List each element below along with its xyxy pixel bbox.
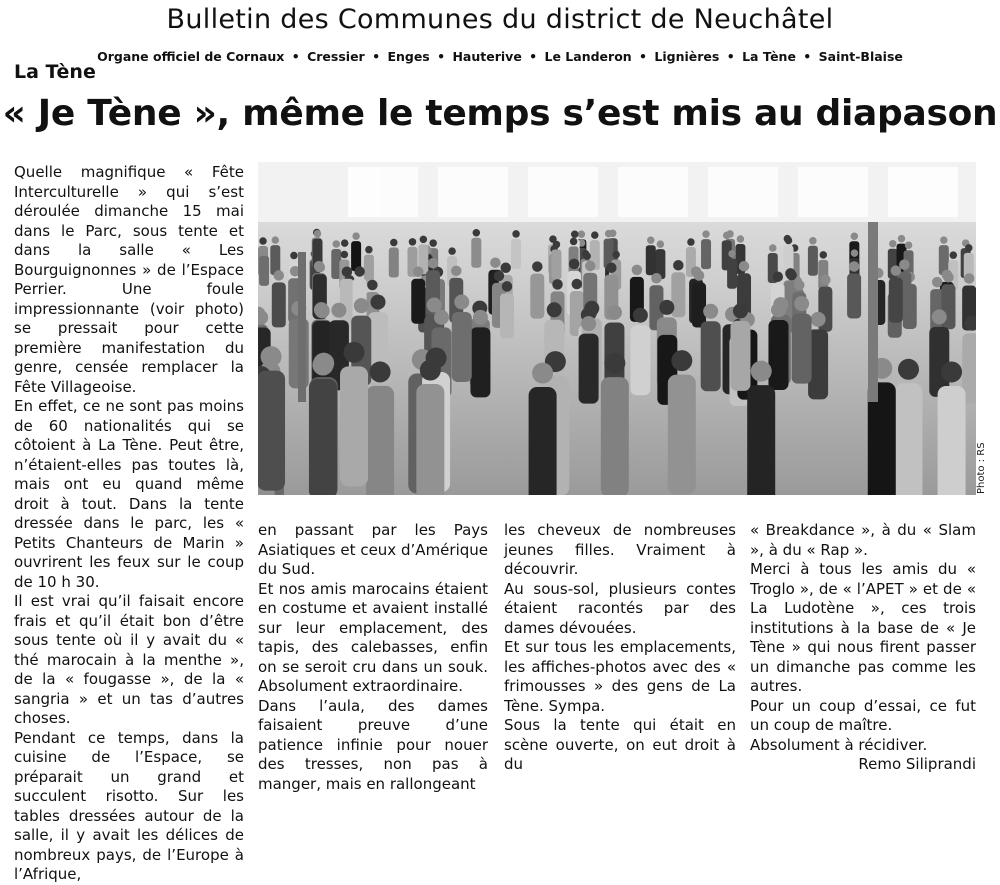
person-head	[371, 295, 386, 310]
person-head	[454, 295, 469, 310]
person-body	[727, 259, 737, 289]
person-head	[728, 250, 736, 258]
person-body	[938, 386, 966, 495]
person-head	[898, 235, 906, 243]
person-head	[606, 262, 617, 273]
paragraph: En effet, ce ne sont pas moins de 60 nationalités qui se côtoient à La Tène. Peut être, n’étaient-elles pas toutes là, mais ont eu quand même droit à tout. Dans la tente dressée dans le parc, les « Petits Chanteurs de Marin » ouvrirent les feux sur le coup de 10 h 30.	[14, 397, 244, 591]
person-head	[473, 229, 481, 237]
person-head	[434, 310, 449, 325]
person-head	[849, 261, 860, 272]
person-body	[808, 246, 818, 276]
person-head	[370, 361, 391, 382]
person-head	[647, 237, 655, 245]
person-head	[315, 303, 330, 318]
person-head	[605, 230, 613, 238]
person-head	[569, 259, 580, 270]
person-body	[340, 366, 368, 486]
person-head	[314, 230, 322, 238]
person-head	[739, 261, 750, 272]
person-head	[259, 237, 267, 245]
person-head	[290, 252, 298, 260]
commune-name: La Tène	[742, 49, 796, 64]
person-body	[416, 384, 444, 495]
person-body	[701, 239, 711, 269]
person-head	[657, 240, 665, 248]
person-head	[272, 236, 280, 244]
person-body	[847, 273, 861, 318]
person-head	[274, 270, 285, 281]
person-head	[771, 302, 786, 317]
person-head	[312, 354, 333, 375]
person-head	[532, 261, 543, 272]
person-head	[428, 258, 439, 269]
person-head	[898, 359, 919, 380]
person-body	[411, 279, 425, 324]
person-body	[309, 379, 337, 495]
paragraph: Au sous-sol, plusieurs contes étaient racontés par des dames dévouées.	[504, 579, 736, 637]
person-body	[511, 239, 521, 269]
person-head	[584, 301, 599, 316]
person-head	[367, 280, 378, 291]
person-head	[673, 260, 684, 271]
paragraph: Et nos amis marocains étaient en costume et avaient installé sur leur emplacement, des tapis, des calebasses, enfin on se seroit cru dans un souk. Absolument extraordinaire.	[258, 579, 488, 695]
person-head	[659, 300, 674, 315]
person-head	[500, 263, 511, 274]
person-body	[747, 385, 775, 495]
person-head	[490, 257, 501, 268]
person-head	[572, 279, 583, 290]
official-organ-line	[0, 49, 1000, 64]
photo-credit: Photo : RS	[976, 442, 987, 494]
person-head	[633, 308, 648, 323]
person-head	[578, 231, 586, 239]
person-body	[792, 314, 812, 384]
person-head	[354, 266, 365, 277]
person-head	[702, 230, 710, 238]
person-head	[769, 244, 777, 252]
person-head	[851, 232, 859, 240]
person-body	[529, 387, 557, 495]
person-head	[333, 240, 341, 248]
person-head	[607, 305, 622, 320]
article-column-4	[750, 521, 976, 775]
person-body	[768, 320, 788, 390]
person-head	[751, 361, 772, 382]
article-column-1	[14, 163, 244, 885]
author-signature: Remo Siliprandi	[858, 755, 976, 773]
person-head	[932, 277, 943, 288]
person-head	[943, 272, 954, 283]
section-rubric: La Tène	[14, 61, 96, 83]
bullet-separator: •	[529, 49, 538, 64]
person-head	[591, 231, 599, 239]
paragraph: « Breakdance », à du « Slam », à du « Rap ».	[750, 521, 976, 559]
person-body	[668, 375, 696, 495]
person-head	[571, 230, 579, 238]
paragraph: Il est vrai qu’il faisait encore frais et qu’il était bon d’être sous tente où il y avait du « thé marocain à la menthe », de la « fougasse », de la « sangria » et un tas d’autres choses.	[14, 592, 244, 727]
person-head	[612, 251, 620, 258]
person-head	[964, 273, 975, 284]
article-headline: « Je Tène », même le temps s’est mis au diapason	[2, 93, 998, 134]
person-head	[341, 239, 349, 247]
person-head	[965, 244, 973, 252]
bullet-separator: •	[291, 49, 300, 64]
commune-name: Hauterive	[452, 49, 522, 64]
commune-name: Cressier	[307, 49, 365, 64]
commune-name: Saint-Blaise	[818, 49, 903, 64]
person-body	[889, 278, 903, 323]
person-head	[502, 281, 513, 292]
paragraph: les cheveux de nombreuses jeunes filles. Vraiment à découvrir.	[504, 521, 736, 578]
person-head	[703, 304, 718, 319]
person-head	[583, 252, 591, 260]
person-head	[889, 240, 897, 248]
person-head	[420, 360, 441, 381]
person-head	[950, 251, 958, 259]
person-body	[470, 327, 490, 397]
person-head	[737, 235, 745, 243]
bullet-separator: •	[372, 49, 381, 64]
person-head	[794, 280, 805, 291]
bullet-separator: •	[437, 49, 446, 64]
person-head	[660, 317, 675, 332]
person-head	[786, 270, 797, 281]
person-head	[553, 241, 561, 249]
commune-name: Cornaux	[226, 49, 285, 64]
person-head	[899, 259, 910, 270]
article-column-3	[504, 521, 736, 775]
person-head	[390, 239, 398, 247]
paragraph: Absolument à récidiver.	[750, 735, 928, 754]
person-head	[341, 251, 349, 259]
commune-name: Le Landeron	[544, 49, 632, 64]
person-head	[342, 267, 353, 278]
person-head	[365, 246, 373, 254]
person-head	[773, 271, 784, 282]
person-body	[701, 321, 721, 391]
person-body	[601, 377, 629, 495]
person-head	[723, 232, 731, 240]
person-head	[473, 310, 488, 325]
person-head	[632, 265, 643, 276]
person-body	[530, 274, 544, 319]
person-head	[809, 237, 817, 245]
person-head	[820, 251, 828, 259]
paragraph: Sous la tente qui était en scène ouverte, on eut droit à du	[504, 716, 736, 773]
person-body	[730, 321, 750, 391]
person-head	[494, 271, 505, 282]
person-body	[692, 283, 706, 328]
person-head	[352, 232, 360, 240]
article-column-2	[258, 521, 488, 794]
person-head	[448, 247, 456, 255]
person-head	[512, 230, 520, 238]
person-head	[451, 266, 462, 277]
bullet-separator: •	[726, 49, 735, 64]
person-head	[687, 238, 695, 246]
person-head	[547, 302, 562, 317]
person-head	[429, 239, 437, 247]
paragraph: Pour un coup d’essai, ce fut un coup de maître.	[750, 696, 976, 734]
person-head	[851, 249, 859, 256]
person-head	[354, 298, 369, 313]
person-head	[671, 350, 692, 371]
person-body	[646, 245, 656, 275]
person-head	[733, 303, 748, 318]
paragraph: Dans l’aula, des dames faisaient preuve d’une patience infinie pour nouer des tresses, non pas à manger, mais en rallongeant	[258, 696, 488, 793]
person-head	[820, 274, 831, 285]
person-head	[651, 273, 662, 284]
person-body	[471, 238, 481, 268]
person-head	[891, 265, 902, 276]
person-head	[905, 241, 913, 249]
person-body	[500, 293, 514, 338]
person-body	[258, 371, 285, 491]
person-head	[940, 236, 948, 244]
bullet-separator: •	[639, 49, 648, 64]
organ-prefix: Organe officiel de	[97, 49, 222, 64]
person-head	[694, 270, 705, 281]
commune-name: Enges	[387, 49, 430, 64]
masthead: Bulletin des Communes du district de Neuchâtel	[166, 4, 834, 35]
person-head	[941, 361, 962, 382]
person-body	[259, 256, 269, 286]
person-head	[315, 262, 326, 273]
crowd-photo-icon	[258, 162, 976, 495]
person-body	[389, 247, 399, 277]
person-head	[532, 363, 553, 384]
person-body	[630, 325, 650, 395]
person-head	[585, 261, 596, 272]
person-body	[894, 383, 922, 495]
person-head	[344, 342, 365, 363]
bullet-separator: •	[803, 49, 812, 64]
person-head	[413, 267, 424, 278]
person-head	[932, 309, 947, 324]
person-head	[409, 238, 417, 246]
person-head	[581, 316, 596, 331]
person-head	[420, 236, 428, 244]
paragraph: Pendant ce temps, dans la cuisine de l’Espace, se préparait un grand et succulent risotto. Sur les tables dressées autour de la salle, il y avait les délices de nombreux pays, de l’Europe à l’Afrique,	[14, 728, 244, 883]
person-head	[811, 312, 826, 327]
person-head	[794, 296, 809, 311]
paragraph: en passant par les Pays Asiatiques et ceux d’Amérique du Sud.	[258, 521, 488, 578]
crowd-photo	[258, 162, 976, 495]
person-head	[331, 303, 346, 318]
paragraph: Merci à tous les amis du « Troglo », de « l’APET » et de « La Ludotène », ces trois institutions à la base de « Je Tène » qui nous firent passer un dimanche pas comme les autres.	[750, 560, 976, 695]
person-body	[272, 282, 286, 327]
person-body	[551, 249, 561, 279]
commune-name: Lignières	[654, 49, 720, 64]
person-head	[552, 279, 563, 290]
person-head	[260, 247, 268, 255]
paragraph: Quelle magnifique « Fête Interculturelle » qui s’est déroulée dimanche 15 mai dans le Parc, sous tente et dans la salle « Les Bourguignonnes » de l’Espace Perrier. Une foule impressionnante (voir photo) se pressait pour cette première manifestation du genre, censée remplacer la Fête Villageoise.	[14, 163, 244, 396]
person-head	[604, 353, 625, 374]
person-body	[579, 334, 599, 404]
paragraph: Et sur tous les emplacements, les affiches-photos avec des « frimousses » des gens de La Tène. Sympa.	[504, 638, 736, 715]
person-head	[261, 346, 282, 367]
person-body	[452, 312, 472, 382]
person-head	[570, 238, 578, 246]
person-body	[366, 386, 394, 495]
person-head	[785, 237, 793, 245]
